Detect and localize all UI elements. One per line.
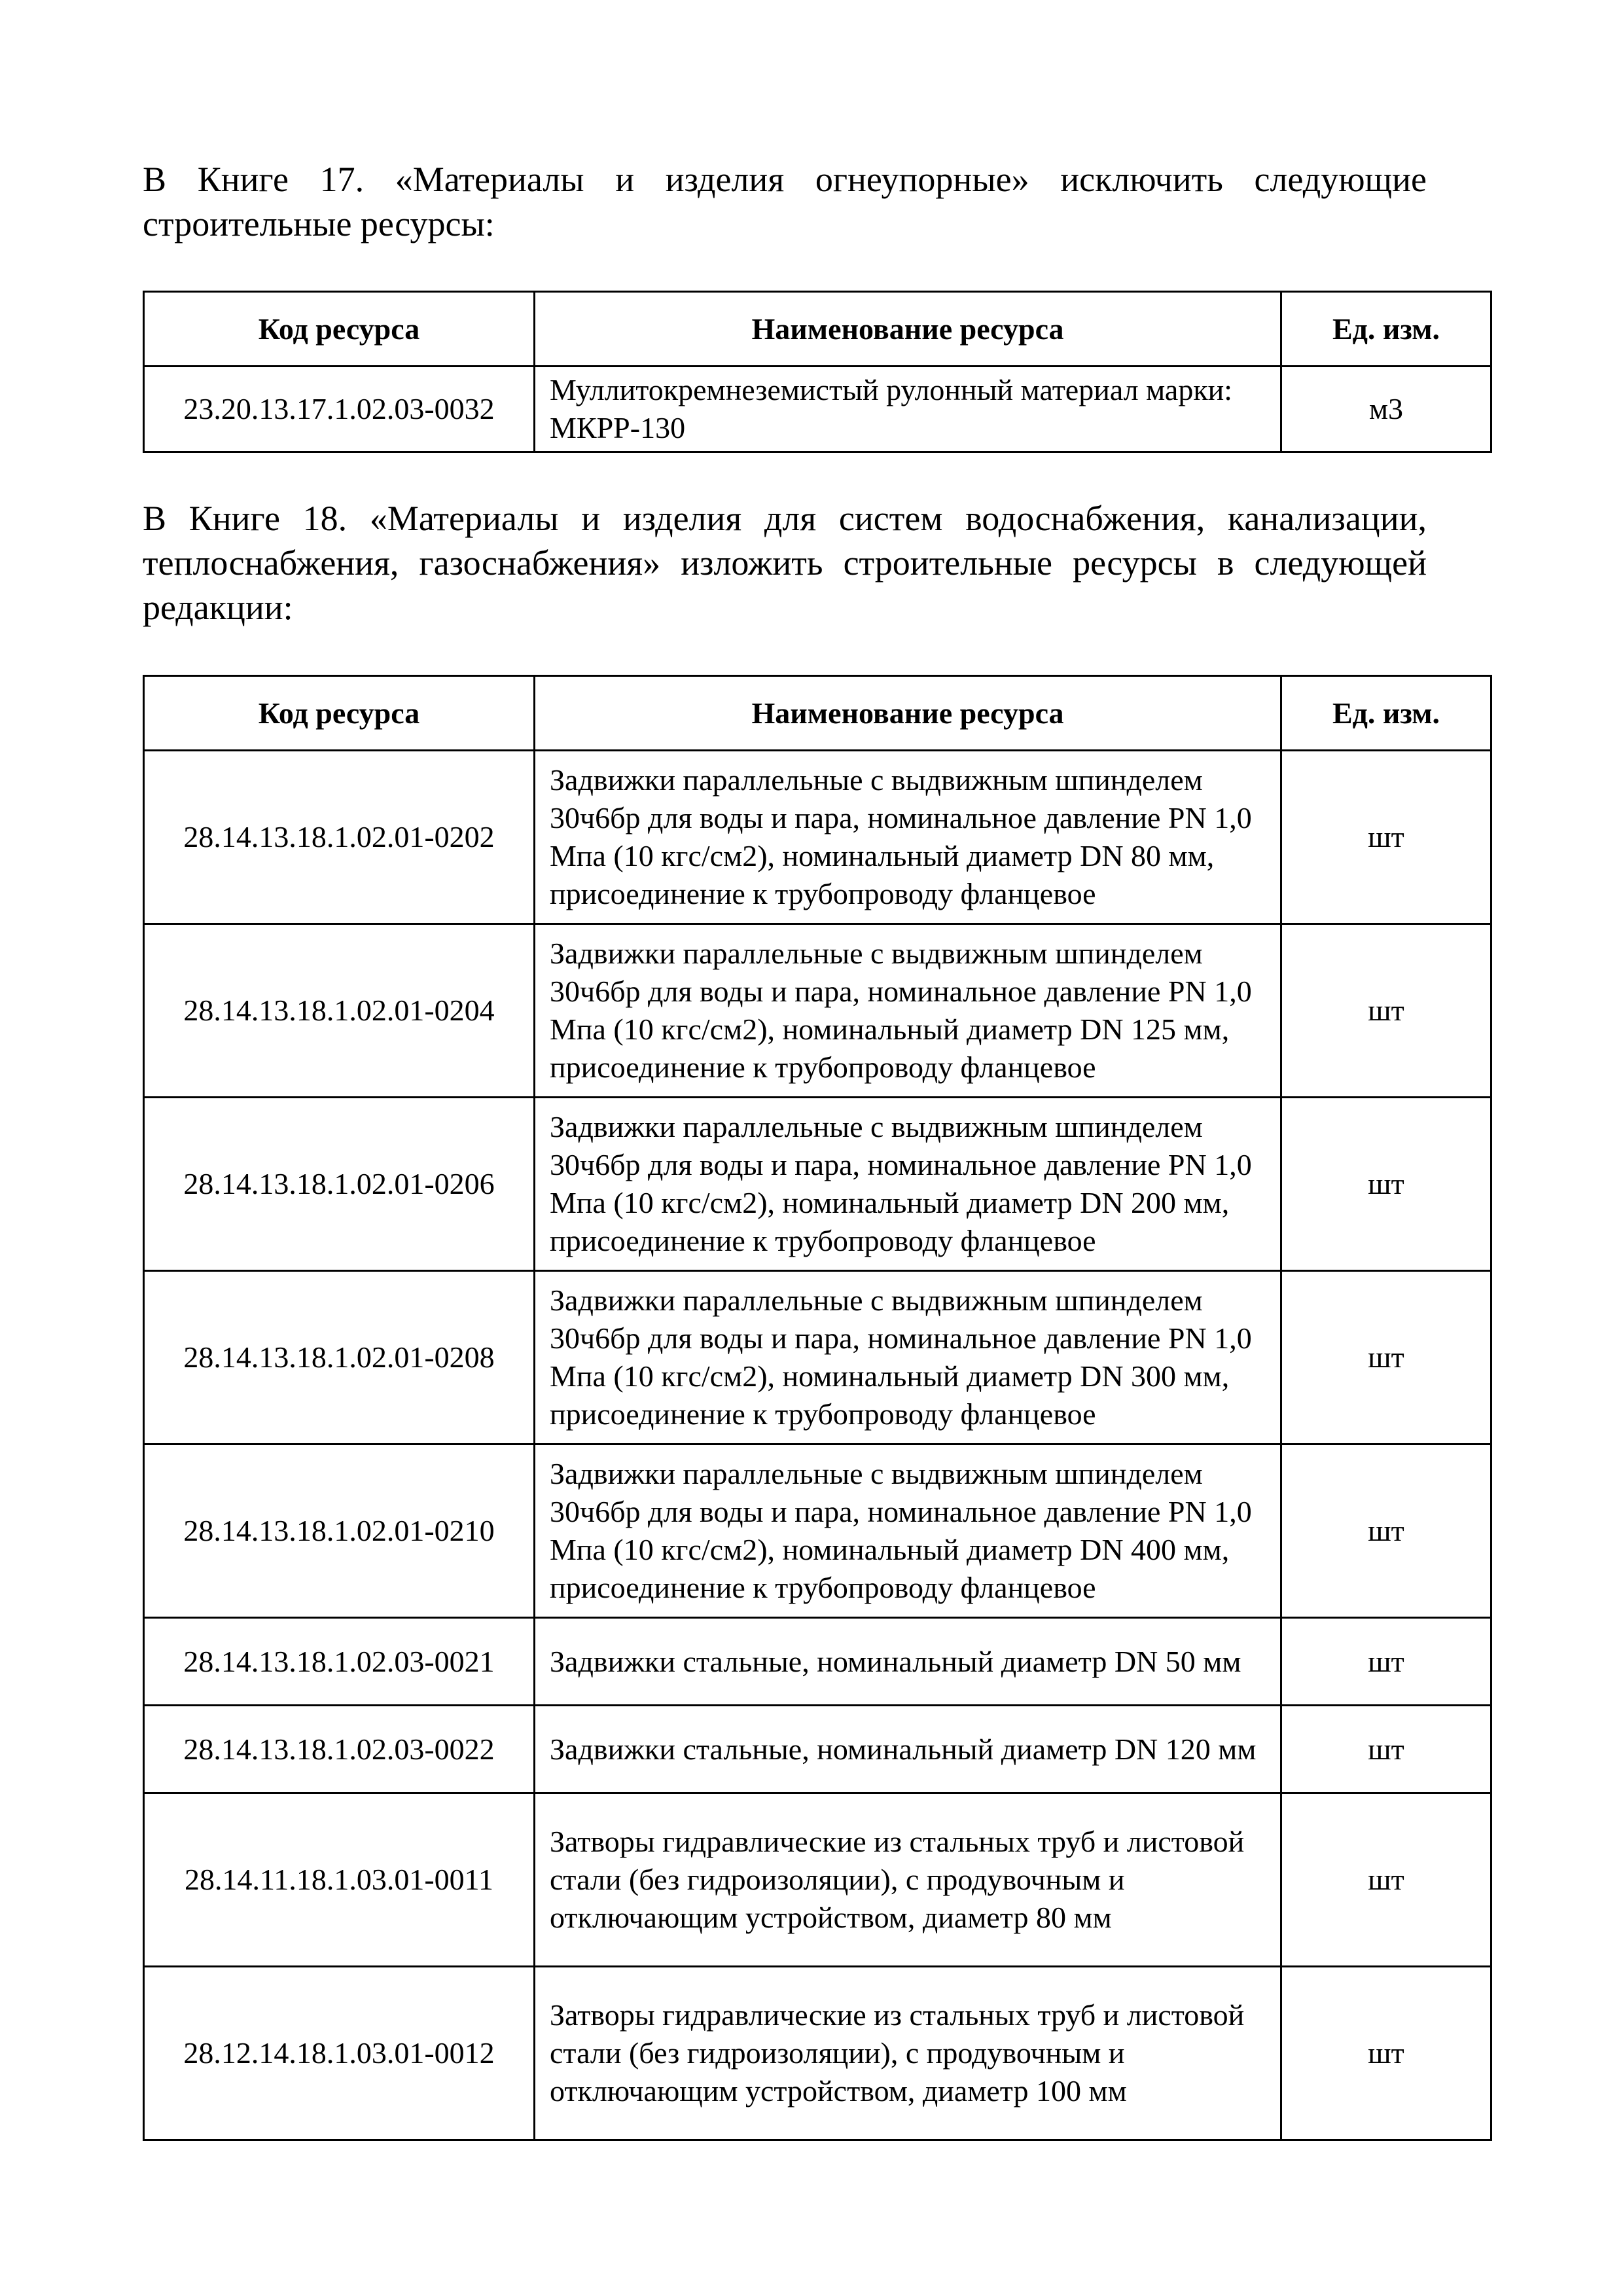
table-row [144,1967,1491,2140]
resource-code: 28.14.13.18.1.02.01-0202 [144,751,535,924]
header-code: Код ресурса [144,676,535,751]
paragraph-book-17: В Книге 17. «Материалы и изделия огнеупорные» исключить следующие строительные ресурсы: [143,160,1427,243]
table-row [144,1706,1491,1793]
resource-code: 28.14.13.18.1.02.01-0208 [144,1271,535,1444]
resource-unit: шт [1281,1967,1491,2140]
table-book-18 [143,675,1492,2141]
resource-name: Затворы гидравлические из стальных труб и листовой стали (без гидроизоляции), с продувочным и отключающим устройством, диаметр 100 мм [535,1967,1281,2140]
table-header-row [144,292,1491,367]
table-header-row [144,676,1491,751]
table-row [144,1618,1491,1706]
resource-name: Задвижки параллельные с выдвижным шпинделем 30ч6бр для воды и пара, номинальное давление PN 1,0 Мпа (10 кгс/см2), номинальный диаметр DN 80 мм, присоединение к трубопроводу фланцевое [535,751,1281,924]
resource-code: 28.14.13.18.1.02.01-0210 [144,1444,535,1618]
resource-unit: шт [1281,1444,1491,1618]
resource-name: Задвижки параллельные с выдвижным шпинделем 30ч6бр для воды и пара, номинальное давление PN 1,0 Мпа (10 кгс/см2), номинальный диаметр DN 300 мм, присоединение к трубопроводу фланцевое [535,1271,1281,1444]
resource-unit: шт [1281,924,1491,1098]
resource-name: Муллитокремнеземистый рулонный материал марки: МКРР-130 [535,367,1281,452]
resource-name: Задвижки стальные, номинальный диаметр DN 50 мм [535,1618,1281,1706]
resource-unit: шт [1281,1618,1491,1706]
resource-code: 28.14.11.18.1.03.01-0011 [144,1793,535,1967]
resource-code: 28.14.13.18.1.02.01-0206 [144,1098,535,1271]
table-row [144,1793,1491,1967]
table-row [144,924,1491,1098]
header-name: Наименование ресурса [535,676,1281,751]
header-unit: Ед. изм. [1281,292,1491,367]
resource-unit: шт [1281,1271,1491,1444]
header-unit: Ед. изм. [1281,676,1491,751]
resource-name: Задвижки стальные, номинальный диаметр DN 120 мм [535,1706,1281,1793]
header-code: Код ресурса [144,292,535,367]
resource-code: 28.14.13.18.1.02.01-0204 [144,924,535,1098]
paragraph-book-18: В Книге 18. «Материалы и изделия для систем водоснабжения, канализации, теплоснабжения, газоснабжения» изложить строительные ресурсы в следующей редакции: [143,499,1427,627]
table-row [144,1444,1491,1618]
resource-unit: шт [1281,1793,1491,1967]
table-row [144,1098,1491,1271]
resource-name: Задвижки параллельные с выдвижным шпинделем 30ч6бр для воды и пара, номинальное давление PN 1,0 Мпа (10 кгс/см2), номинальный диаметр DN 400 мм, присоединение к трубопроводу фланцевое [535,1444,1281,1618]
resource-unit: м3 [1281,367,1491,452]
resource-code: 28.14.13.18.1.02.03-0021 [144,1618,535,1706]
resource-name: Затворы гидравлические из стальных труб и листовой стали (без гидроизоляции), с продувочным и отключающим устройством, диаметр 80 мм [535,1793,1281,1967]
resource-name: Задвижки параллельные с выдвижным шпинделем 30ч6бр для воды и пара, номинальное давление PN 1,0 Мпа (10 кгс/см2), номинальный диаметр DN 200 мм, присоединение к трубопроводу фланцевое [535,1098,1281,1271]
header-name: Наименование ресурса [535,292,1281,367]
resource-code: 23.20.13.17.1.02.03-0032 [144,367,535,452]
table-row [144,751,1491,924]
resource-code: 28.12.14.18.1.03.01-0012 [144,1967,535,2140]
resource-unit: шт [1281,751,1491,924]
table-row [144,1271,1491,1444]
resource-unit: шт [1281,1098,1491,1271]
table-row [144,367,1491,452]
table-book-17 [143,291,1492,453]
resource-unit: шт [1281,1706,1491,1793]
resource-code: 28.14.13.18.1.02.03-0022 [144,1706,535,1793]
resource-name: Задвижки параллельные с выдвижным шпинделем 30ч6бр для воды и пара, номинальное давление PN 1,0 Мпа (10 кгс/см2), номинальный диаметр DN 125 мм, присоединение к трубопроводу фланцевое [535,924,1281,1098]
